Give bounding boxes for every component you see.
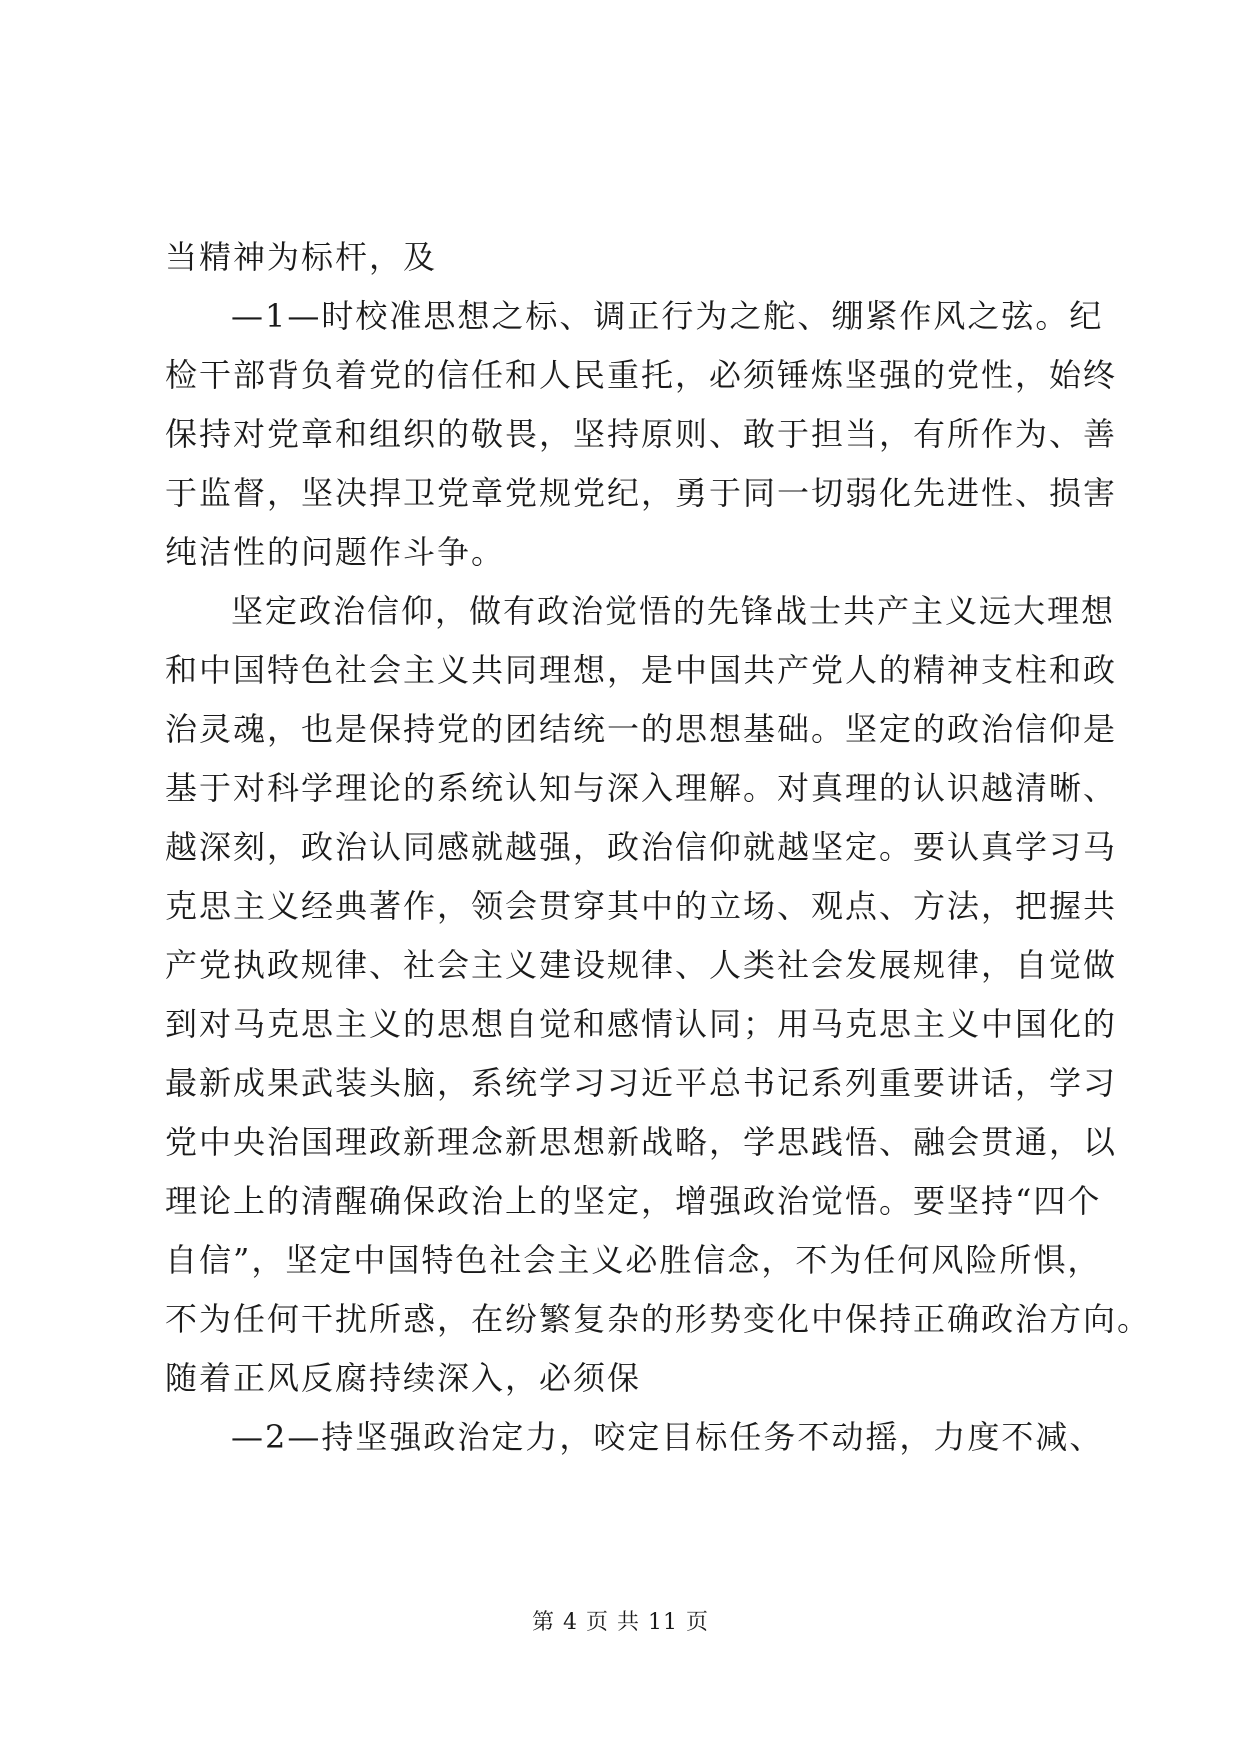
text-line: 当精神为标杆，及 <box>165 238 438 276</box>
text-line: 随着正风反腐持续深入，必须保 <box>165 1359 642 1397</box>
text-line: 最新成果武装头脑，系统学习习近平总书记系列重要讲话，学习 <box>165 1064 1118 1102</box>
page-footer: 第 4 页 共 11 页 <box>532 1610 709 1635</box>
text-line: 纯洁性的问题作斗争。 <box>165 533 506 571</box>
text-line: 越深刻，政治认同感就越强，政治信仰就越坚定。要认真学习马 <box>165 828 1118 866</box>
text-line: 检干部背负着党的信任和人民重托，必须锤炼坚强的党性，始终 <box>165 356 1118 394</box>
text-line: 治灵魂，也是保持党的团结统一的思想基础。坚定的政治信仰是 <box>165 710 1118 748</box>
text-line: 党中央治国理政新理念新思想新战略，学思践悟、融会贯通，以 <box>165 1123 1118 1161</box>
text-line: 于监督，坚决捍卫党章党规党纪，勇于同一切弱化先进性、损害 <box>165 474 1118 512</box>
text-line: 保持对党章和组织的敬畏，坚持原则、敢于担当，有所作为、善 <box>165 415 1118 453</box>
text-line: 产党执政规律、社会主义建设规律、人类社会发展规律，自觉做 <box>165 946 1118 984</box>
body-text <box>165 228 1152 1467</box>
text-line: 克思主义经典著作，领会贯穿其中的立场、观点、方法，把握共 <box>165 887 1118 925</box>
text-line: 和中国特色社会主义共同理想，是中国共产党人的精神支柱和政 <box>165 651 1118 689</box>
text-line: 自信”，坚定中国特色社会主义必胜信念，不为任何风险所惧， <box>165 1241 1102 1279</box>
text-line: —2—持坚强政治定力，咬定目标任务不动摇，力度不减、 <box>231 1418 1104 1456</box>
text-line: 到对马克思主义的思想自觉和感情认同；用马克思主义中国化的 <box>165 1005 1118 1043</box>
text-line: 坚定政治信仰，做有政治觉悟的先锋战士共产主义远大理想 <box>231 592 1116 630</box>
text-line: 不为任何干扰所惑，在纷繁复杂的形势变化中保持正确政治方向。 <box>165 1300 1152 1338</box>
text-line: —1—时校准思想之标、调正行为之舵、绷紧作风之弦。纪 <box>231 297 1104 335</box>
text-line: 理论上的清醒确保政治上的坚定，增强政治觉悟。要坚持“四个 <box>165 1182 1102 1220</box>
text-line: 基于对科学理论的系统认知与深入理解。对真理的认识越清晰、 <box>165 769 1118 807</box>
